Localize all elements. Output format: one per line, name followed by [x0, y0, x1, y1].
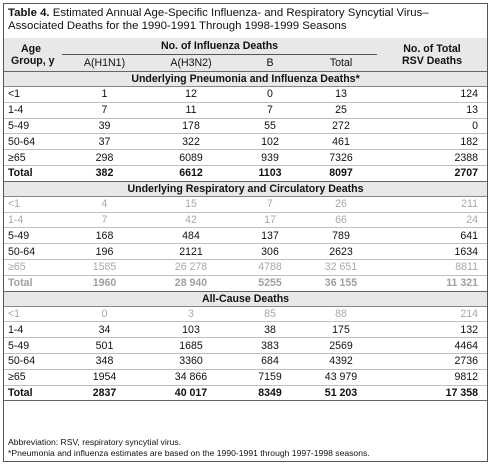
- total-cell: 26: [305, 196, 377, 212]
- col-header-b: B: [235, 55, 305, 72]
- age-group-cell: 5-49: [4, 228, 62, 244]
- table-row: [4, 353, 487, 369]
- table-label: Table 4.: [8, 7, 50, 19]
- total-cell: 43 979: [305, 369, 377, 385]
- total-cell: 8097: [305, 165, 377, 181]
- h1n1-cell: 7: [62, 212, 147, 228]
- table-title: Estimated Annual Age-Specific Influenza- and Respiratory Syncytial Virus–Associated Deaths for the 1990-1991 Through 1998-1999 Seasons: [8, 7, 429, 32]
- rsv-cell: 24: [377, 212, 487, 228]
- table-total-row: [4, 165, 487, 181]
- rsv-cell: 8811: [377, 259, 487, 275]
- h3n2-cell: 6612: [147, 165, 235, 181]
- b-cell: 17: [235, 212, 305, 228]
- h3n2-cell: 40 017: [147, 385, 235, 401]
- age-header-line1: Age: [21, 42, 42, 55]
- h1n1-cell: 0: [62, 306, 147, 322]
- age-group-cell: <1: [4, 306, 62, 322]
- b-cell: 85: [235, 306, 305, 322]
- table-caption: [8, 7, 484, 33]
- h1n1-cell: 7: [62, 102, 147, 118]
- rsv-header-line2: RSV Deaths: [401, 54, 463, 67]
- b-cell: 7: [235, 196, 305, 212]
- h3n2-cell: 12: [147, 87, 235, 103]
- b-cell: 8349: [235, 385, 305, 401]
- h1n1-cell: 1960: [62, 275, 147, 291]
- b-cell: 306: [235, 244, 305, 260]
- table-row: [4, 369, 487, 385]
- h1n1-cell: 348: [62, 353, 147, 369]
- age-group-cell: ≥65: [4, 259, 62, 275]
- rsv-cell: 2707: [377, 165, 487, 181]
- data-table: [4, 38, 487, 401]
- footnote-asterisk: *Pneumonia and influenza estimates are based on the 1990-1991 through 1997-1998 seasons.: [8, 448, 370, 458]
- age-group-cell: Total: [4, 165, 62, 181]
- h1n1-cell: 37: [62, 134, 147, 150]
- rsv-header-line1: No. of Total: [403, 42, 461, 55]
- rsv-cell: 0: [377, 118, 487, 134]
- rsv-cell: 9812: [377, 369, 487, 385]
- age-group-cell: 50-64: [4, 244, 62, 260]
- age-group-cell: Total: [4, 275, 62, 291]
- col-header-total: Total: [305, 55, 377, 72]
- rsv-cell: 2388: [377, 150, 487, 166]
- total-cell: 272: [305, 118, 377, 134]
- table-total-row: [4, 385, 487, 401]
- b-cell: 5255: [235, 275, 305, 291]
- total-cell: 88: [305, 306, 377, 322]
- total-cell: 4392: [305, 353, 377, 369]
- section-title: Underlying Pneumonia and Influenza Deaths*: [4, 72, 487, 87]
- table-row: [4, 259, 487, 275]
- b-cell: 684: [235, 353, 305, 369]
- b-cell: 0: [235, 87, 305, 103]
- h3n2-cell: 15: [147, 196, 235, 212]
- influenza-group-header: No. of Influenza Deaths: [62, 38, 377, 55]
- h3n2-cell: 6089: [147, 150, 235, 166]
- h3n2-cell: 11: [147, 102, 235, 118]
- total-cell: 32 651: [305, 259, 377, 275]
- h1n1-cell: 39: [62, 118, 147, 134]
- h3n2-cell: 3360: [147, 353, 235, 369]
- table-row: [4, 134, 487, 150]
- table-row: [4, 306, 487, 322]
- rsv-header: [377, 38, 487, 72]
- rsv-cell: 641: [377, 228, 487, 244]
- h1n1-cell: 34: [62, 322, 147, 338]
- age-group-cell: 1-4: [4, 212, 62, 228]
- total-cell: 66: [305, 212, 377, 228]
- section-header: [4, 181, 487, 196]
- b-cell: 55: [235, 118, 305, 134]
- h1n1-cell: 501: [62, 338, 147, 354]
- h3n2-cell: 26 278: [147, 259, 235, 275]
- h1n1-cell: 1585: [62, 259, 147, 275]
- col-header-h3n2: A(H3N2): [147, 55, 235, 72]
- table-row: [4, 228, 487, 244]
- table-row: [4, 212, 487, 228]
- table-row: [4, 150, 487, 166]
- age-group-cell: 1-4: [4, 322, 62, 338]
- rsv-cell: 182: [377, 134, 487, 150]
- table-row: [4, 118, 487, 134]
- b-cell: 383: [235, 338, 305, 354]
- total-cell: 7326: [305, 150, 377, 166]
- h1n1-cell: 4: [62, 196, 147, 212]
- total-cell: 36 155: [305, 275, 377, 291]
- table-row: [4, 244, 487, 260]
- h3n2-cell: 322: [147, 134, 235, 150]
- total-cell: 175: [305, 322, 377, 338]
- age-group-cell: 1-4: [4, 102, 62, 118]
- h3n2-cell: 3: [147, 306, 235, 322]
- total-cell: 13: [305, 87, 377, 103]
- h3n2-cell: 178: [147, 118, 235, 134]
- total-cell: 2569: [305, 338, 377, 354]
- table-row: [4, 87, 487, 103]
- h3n2-cell: 484: [147, 228, 235, 244]
- rsv-cell: 214: [377, 306, 487, 322]
- rsv-cell: 132: [377, 322, 487, 338]
- footnote-abbreviation: Abbreviation: RSV, respiratory syncytial virus.: [8, 437, 182, 447]
- h3n2-cell: 28 940: [147, 275, 235, 291]
- rsv-cell: 1634: [377, 244, 487, 260]
- b-cell: 1103: [235, 165, 305, 181]
- section-title: All-Cause Deaths: [4, 291, 487, 306]
- h3n2-cell: 1685: [147, 338, 235, 354]
- h3n2-cell: 42: [147, 212, 235, 228]
- total-cell: 789: [305, 228, 377, 244]
- total-cell: 51 203: [305, 385, 377, 401]
- section-title: Underlying Respiratory and Circulatory Deaths: [4, 181, 487, 196]
- total-cell: 461: [305, 134, 377, 150]
- table-row: [4, 196, 487, 212]
- total-cell: 25: [305, 102, 377, 118]
- b-cell: 7: [235, 102, 305, 118]
- table-row: [4, 338, 487, 354]
- table-row: [4, 102, 487, 118]
- section-header: [4, 72, 487, 87]
- age-group-cell: 50-64: [4, 353, 62, 369]
- age-group-cell: <1: [4, 196, 62, 212]
- h3n2-cell: 103: [147, 322, 235, 338]
- table-row: [4, 322, 487, 338]
- rsv-cell: 211: [377, 196, 487, 212]
- table-total-row: [4, 275, 487, 291]
- age-header-line2: Group, y: [11, 54, 55, 67]
- h1n1-cell: 1: [62, 87, 147, 103]
- h3n2-cell: 34 866: [147, 369, 235, 385]
- total-cell: 2623: [305, 244, 377, 260]
- b-cell: 137: [235, 228, 305, 244]
- h1n1-cell: 382: [62, 165, 147, 181]
- rsv-cell: 2736: [377, 353, 487, 369]
- age-group-cell: 5-49: [4, 118, 62, 134]
- b-cell: 38: [235, 322, 305, 338]
- age-group-cell: Total: [4, 385, 62, 401]
- rsv-cell: 11 321: [377, 275, 487, 291]
- h1n1-cell: 168: [62, 228, 147, 244]
- b-cell: 939: [235, 150, 305, 166]
- b-cell: 7159: [235, 369, 305, 385]
- h1n1-cell: 298: [62, 150, 147, 166]
- b-cell: 102: [235, 134, 305, 150]
- table-body: [4, 72, 487, 401]
- rsv-cell: 17 358: [377, 385, 487, 401]
- rsv-cell: 13: [377, 102, 487, 118]
- h1n1-cell: 196: [62, 244, 147, 260]
- table-frame: [3, 3, 488, 462]
- h1n1-cell: 2837: [62, 385, 147, 401]
- age-group-cell: ≥65: [4, 150, 62, 166]
- b-cell: 4788: [235, 259, 305, 275]
- age-group-header: [4, 38, 62, 72]
- section-header: [4, 291, 487, 306]
- h1n1-cell: 1954: [62, 369, 147, 385]
- footnotes: [8, 437, 486, 459]
- age-group-cell: 50-64: [4, 134, 62, 150]
- age-group-cell: 5-49: [4, 338, 62, 354]
- col-header-h1n1: A(H1N1): [62, 55, 147, 72]
- h3n2-cell: 2121: [147, 244, 235, 260]
- rsv-cell: 124: [377, 87, 487, 103]
- age-group-cell: <1: [4, 87, 62, 103]
- rsv-cell: 4464: [377, 338, 487, 354]
- age-group-cell: ≥65: [4, 369, 62, 385]
